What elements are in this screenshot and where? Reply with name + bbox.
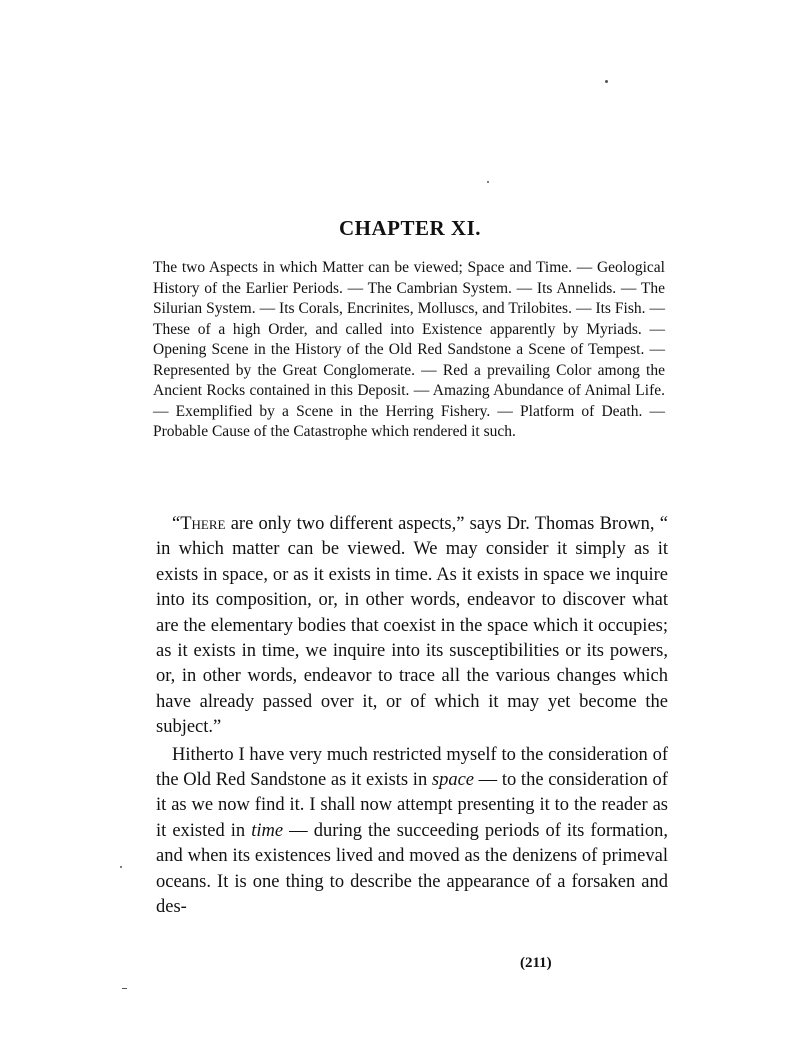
emphasis-space: space [431, 770, 474, 791]
paragraph-text: are only two different aspects,” says Dr. Thomas Brown, “ in which matter can be viewed. We may consider it simply as it exists in space, or as it exists in time. As it exists in space we inquire into its composition, or, in other words, endeavor to discover what are the elementary bodies that coexist in the space which it occupies; as it exists in time, we inquire into its susceptibilities or its powers, or, in other words, endeavor to trace all the various changes which have already passed over it, or of which it may yet become the subject.” [156, 514, 668, 738]
paragraph-text: — during the succeeding periods of its formation, and when its existences lived and moved as the denizens of primeval oceans. It is one thing to describe the appearance of a forsaken and des- [156, 820, 669, 918]
paper-speck [122, 988, 127, 989]
emphasis-time: time [251, 820, 284, 841]
chapter-title: CHAPTER XI. [338, 216, 481, 240]
open-quote: “ [172, 514, 181, 534]
chapter-summary: The two Aspects in which Matter can be viewed; Space and Time. — Geological History of the Earlier Periods. — The Cambrian System. — Its Annelids. — The Silurian System. — Its Corals, Encrinites, Molluscs, and Trilobites. — Its Fish. — These of a high Order, and called into Existence apparently by Myriads. — Opening Scene in the History of the Old Red Sandstone a Scene of Tempest. — Represented by the Great Conglomerate. — Red a prevailing Color among the Ancient Rocks contained in this Deposit. — Amazing Abundance of Animal Life. — Exemplified by a Scene in the Herring Fishery. — Platform of Death. — Probable Cause of the Catastrophe which rendered it such. [153, 259, 665, 440]
page-number: (211) [520, 955, 552, 971]
paragraph [156, 512, 668, 741]
paper-speck [120, 866, 122, 868]
paragraph-text: Hitherto I have very much restricted myself to the consideration of the Old Red Sandstone as it exists in [156, 744, 668, 791]
paper-speck [605, 80, 608, 83]
first-word: There [180, 514, 226, 534]
paragraph-text: — to the consideration of it as we now find it. I shall now attempt presenting it to the reader as it existed in [156, 770, 668, 841]
body-text [156, 512, 668, 921]
paper-speck [487, 181, 489, 183]
paragraph [156, 743, 668, 921]
